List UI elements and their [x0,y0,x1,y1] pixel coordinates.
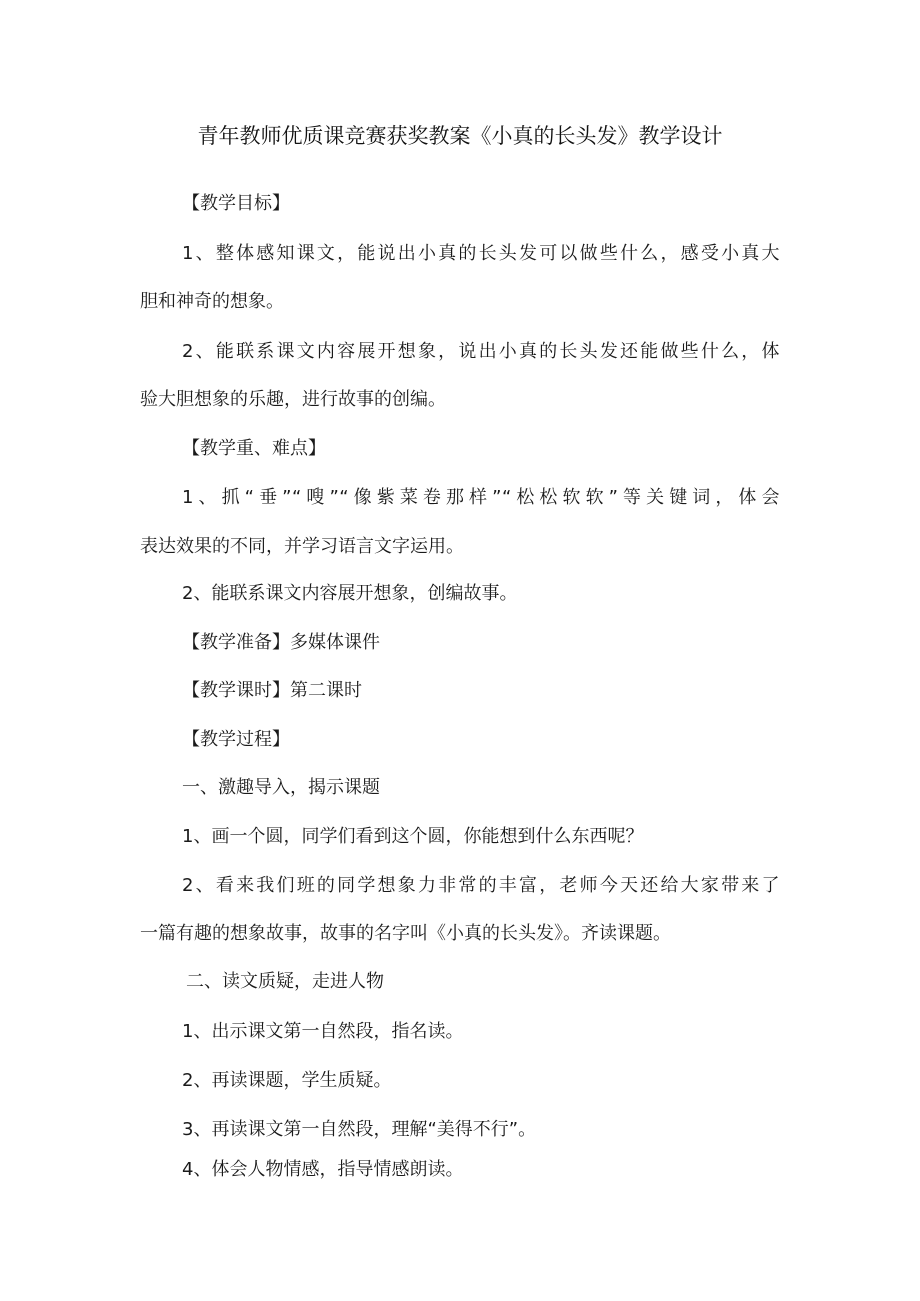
section-1-heading: 一、激趣导入，揭示课题 [182,777,380,798]
section-1-item-2-line-2: 一篇有趣的想象故事，故事的名字叫《小真的长头发》。齐读课题。 [140,923,671,944]
keypoint-2: 2、能联系课文内容展开想象，创编故事。 [182,583,518,604]
preparation: 【教学准备】多媒体课件 [182,632,380,653]
process-heading: 【教学过程】 [182,729,290,750]
objective-1-line-1: 1、整体感知课文，能说出小真的长头发可以做些什么，感受小真大 [182,243,780,264]
section-2-heading: 二、读文质疑，走进人物 [186,971,384,992]
objective-2-line-2: 验大胆想象的乐趣，进行故事的创编。 [140,389,446,410]
section-1-item-1: 1、画一个圆，同学们看到这个圆，你能想到什么东西呢？ [182,826,644,847]
objective-2-line-1: 2、能联系课文内容展开想象，说出小真的长头发还能做些什么，体 [182,341,780,362]
section-2-item-1: 1、出示课文第一自然段，指名读。 [182,1021,464,1042]
objectives-heading: 【教学目标】 [182,193,290,214]
section-2-item-2: 2、再读课题，学生质疑。 [182,1070,392,1091]
keypoint-1-line-1: 1、抓“垂”“嗖”“像紫菜卷那样”“松松软软”等关键词，体会 [182,487,780,508]
section-2-item-4: 4、体会人物情感，指导情感朗读。 [182,1159,464,1180]
document-title: 青年教师优质课竞赛获奖教案《小真的长头发》教学设计 [197,124,723,148]
period: 【教学课时】第二课时 [182,680,362,701]
keypoints-heading: 【教学重、难点】 [182,438,326,459]
section-1-item-2-line-1: 2、看来我们班的同学想象力非常的丰富，老师今天还给大家带来了 [182,875,780,896]
section-2-item-3: 3、再读课文第一自然段，理解“美得不行”。 [182,1119,537,1140]
keypoint-1-line-2: 表达效果的不同，并学习语言文字运用。 [140,536,464,557]
objective-1-line-2: 胆和神奇的想象。 [140,291,284,312]
